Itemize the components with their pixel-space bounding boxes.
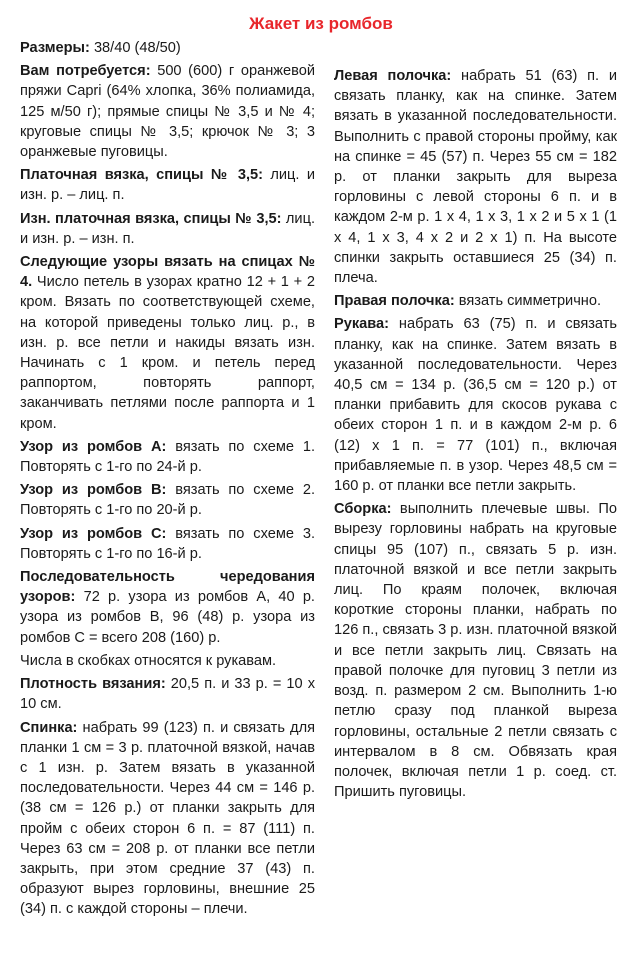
section-text: лиц. и изн. р. – изн. п. (20, 210, 316, 247)
section-text: 38/40 (48/50) (89, 40, 181, 56)
section-right-front (334, 291, 617, 311)
section-text: вязать по схеме 3. Повторять с 1-го по 16-й р. (20, 525, 316, 562)
section-text: Число петель в узорах кратно 12 + 1 + 2 кром. Вязать по соответствующей схеме, на которой приведены только лиц. р., в изн. р. все петли и накиды вязать изн. Начинать с 1 кром. и петель перед раппортом, повторять раппорт, заканчивать петлями после раппорта и 1 кром. (20, 274, 315, 432)
section-heading: Платочная вязка, спицы № 3,5: (20, 167, 263, 184)
section-pattern-a (20, 437, 315, 477)
section-heading: Последовательность чередования узоров: (20, 569, 315, 606)
section-text: вязать симметрично. (454, 293, 602, 310)
section-text: вязать по схеме 1. Повторять с 1-го по 24-й р. (20, 438, 316, 476)
section-text: 500 (600) г оранжевой пряжи Capri (64% хлопка, 36% полиамида, 125 м/50 г); прямые спицы № 3,5 и № 4; круговые спицы № 3,5; крючок № 3; 3 оранжевые пуговицы. (20, 63, 315, 161)
section-heading: Спинка: (20, 719, 78, 736)
left-column (20, 38, 315, 923)
section-text: набрать 63 (75) п. и связать планку, как на спинке. Затем вязать в указанной последовательности. Через 40,5 см = 134 р. (36,5 см = 120 р.) от планки прибавить для скосов рукава с обеих сторон 1 п. и в каждом 2-м р. 6 (12) х 1 п. = 77 (101) п., включая прибавляемые п. в узор. Через 48,5 см = 160 р. от планки все петли закрыть. (334, 316, 617, 495)
section-heading: Плотность вязания: (20, 676, 166, 693)
section-heading: Размеры: (20, 40, 90, 56)
section-pattern-b (20, 480, 315, 520)
section-garter-stitch (20, 165, 315, 205)
section-heading: Узор из ромбов А: (20, 438, 167, 455)
section-assembly (334, 499, 617, 802)
section-text: набрать 51 (63) п. и связать планку, как на спинке. Затем вязать в указанной последовательности. Выполнить с правой стороны пройму, как на спинке = 45 (57) п. Через 55 см = 182 р. от планки закрыть для выреза горловины с левой стороны 6 п. и в каждом 2-м р. 1 х 4, 1 х 3, 1 х 2 и 5 х 1 (1 х 4, 1 х 3, 4 х 2 и 2 х 1) п. На высоте спинки закрыть оставшиеся 25 (34) п. плеча. (334, 68, 617, 287)
section-heading: Узор из ромбов В: (20, 482, 167, 499)
section-text: вязать по схеме 2. Повторять с 1-го по 20-й р. (20, 482, 316, 519)
section-reverse-garter-stitch (20, 209, 315, 249)
section-note (20, 651, 315, 671)
section-heading: Изн. платочная вязка, спицы № 3,5: (20, 210, 282, 227)
section-text: набрать 99 (123) п. и связать для планки 1 см = 3 р. платочной вязкой, начав с 1 изн. р. Затем вязать в указанной последовательности. Через 44 см = 146 р. (38 см = 126 р.) от планки закрыть для пройм с обеих сторон 6 п. = 87 (111) п. Через 63 см = 208 р. от планки все петли закрыть, при этом средние 37 (43) п. образуют вырез горловины, внешние 25 (34) п. с каждой стороны – плечи. (20, 719, 315, 918)
section-heading: Узор из ромбов С: (20, 525, 167, 542)
section-left-front (334, 66, 617, 288)
section-heading: Правая полочка: (334, 293, 455, 310)
section-sequence (20, 567, 315, 648)
section-heading: Сборка: (334, 501, 392, 518)
section-patterns (20, 252, 315, 434)
section-back (20, 718, 315, 920)
section-text: выполнить плечевые швы. По вырезу горловины набрать на круговые спицы 95 (107) п., связать 5 р. изн. платочной вязкой и все петли закрыть лиц. По краям полочек, включая короткие стороны планки, набрать по 126 п., связать 3 р. изн. платочной вязкой и все петли закрыть лиц. Связать на правой полочке для пуговиц 3 петли из возд. п. размером 2 см. Выполнить 1-ю петлю сразу под планкой выреза горловины, остальные 2 петли связать с интервалом в 8 см. Обвязать края полочек, включая петли 1 р. соед. ст. Пришить пуговицы. (334, 501, 618, 801)
right-column (334, 66, 617, 805)
section-pattern-c (20, 524, 315, 564)
section-heading: Вам потребуется: (20, 63, 151, 80)
section-heading: Рукава: (334, 316, 390, 333)
section-materials (20, 61, 315, 162)
section-text: 20,5 п. и 33 р. = 10 х 10 см. (20, 676, 315, 713)
section-sleeves (334, 314, 617, 496)
section-text: лиц. и изн. р. – лиц. п. (20, 167, 316, 204)
section-text: Числа в скобках относятся к рукавам. (20, 652, 277, 669)
section-gauge (20, 674, 315, 714)
section-sizes (20, 38, 315, 58)
section-heading: Левая полочка: (334, 68, 452, 84)
section-text: 72 р. узора из ромбов А, 40 р. узора из ромбов В, 96 (48) р. узора из ромбов С = всего 208 (160) р. (20, 589, 315, 646)
page-title: Жакет из ромбов (249, 14, 393, 33)
section-heading: Следующие узоры вязать на спицах № 4. (20, 254, 315, 291)
